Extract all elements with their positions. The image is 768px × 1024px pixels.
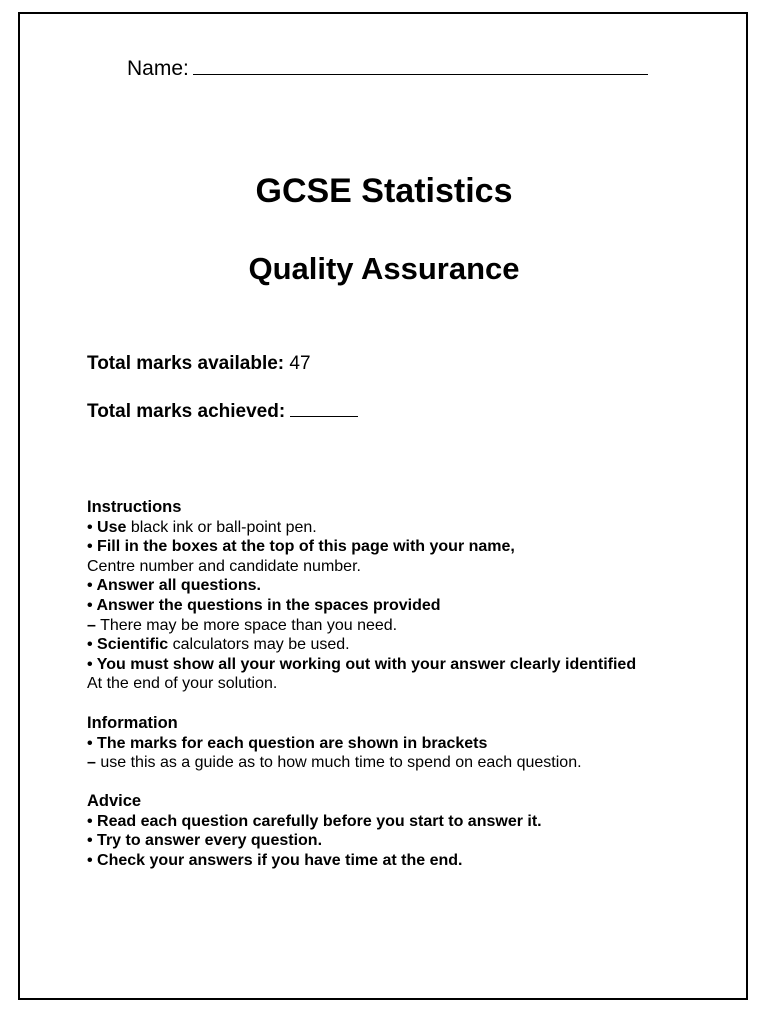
advice-line: • Check your answers if you have time at the end.: [87, 851, 463, 869]
information-line: • The marks for each question are shown in brackets: [87, 734, 488, 752]
information-line: – use this as a guide as to how much time to spend on each question.: [87, 754, 582, 772]
marks-available-value: 47: [289, 353, 311, 374]
instruction-line: • Answer the questions in the spaces provided: [87, 596, 441, 614]
marks-achieved-blank[interactable]: [290, 398, 358, 417]
instruction-line: • Fill in the boxes at the top of this page with your name,: [87, 538, 515, 556]
name-label: Name:: [127, 57, 189, 80]
marks-available: [87, 353, 311, 375]
name-field: [127, 52, 648, 81]
instruction-line: • Use black ink or ball-point pen.: [87, 518, 317, 536]
page-title: GCSE Statistics: [255, 172, 513, 210]
instructions-section: [87, 498, 636, 694]
advice-line: • Read each question carefully before you start to answer it.: [87, 812, 542, 830]
instruction-line: • Answer all questions.: [87, 577, 261, 595]
marks-achieved-label: Total marks achieved:: [87, 401, 286, 422]
instruction-line: • You must show all your working out with your answer clearly identified: [87, 655, 637, 673]
page-subtitle: Quality Assurance: [248, 251, 520, 286]
instruction-line: – There may be more space than you need.: [87, 616, 398, 634]
instruction-line: • Scientific calculators may be used.: [87, 636, 350, 654]
information-section: [87, 714, 582, 773]
advice-heading: Advice: [87, 792, 142, 810]
marks-available-label: Total marks available:: [87, 353, 285, 374]
instruction-line: Centre number and candidate number.: [87, 557, 361, 575]
name-blank-line[interactable]: [193, 52, 648, 75]
advice-section: [87, 792, 542, 870]
advice-line: • Try to answer every question.: [87, 832, 323, 850]
instruction-line: At the end of your solution.: [87, 675, 278, 693]
information-heading: Information: [87, 714, 178, 732]
marks-achieved: [87, 398, 358, 423]
instructions-heading: Instructions: [87, 498, 182, 516]
